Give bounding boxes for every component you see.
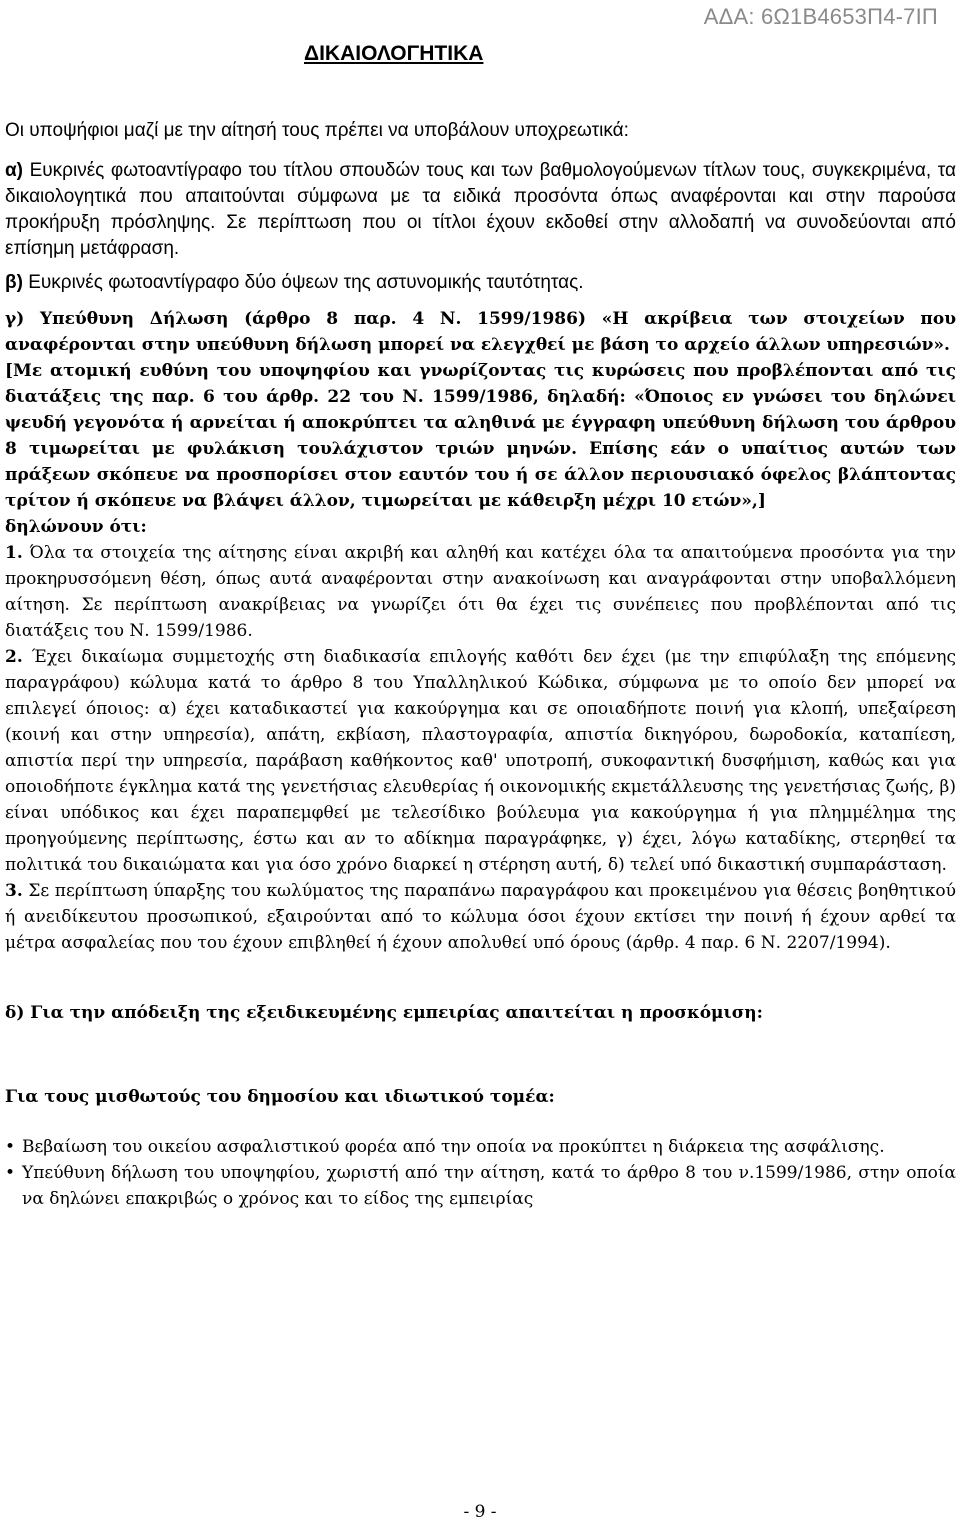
page-number: - 9 - [463,1502,497,1522]
numbered-item-2-label: 2. [5,647,23,667]
numbered-item-1 [5,540,956,644]
numbered-item-1-text: Όλα τα στοιχεία της αίτησης είναι ακριβή και αληθή και κατέχει όλα τα απαιτούμενα προσόντα για την προκηρυσσόμενη θέση, όπως αυτά αναφέρονται στην ανακοίνωση και αναγράφονται στην υποβαλλόμενη αίτηση. Σε περίπτωση ανακρίβειας να γνωρίζει ότι θα έχει τις συνέπειες που προβλέπονται από τις διατάξεις του Ν. 1599/1986. [5,543,956,641]
document-body [5,118,956,1212]
intro-paragraph: Οι υποψήφιοι μαζί με την αίτησή τους πρέπει να υποβάλουν υποχρεωτικά: [5,120,629,141]
bullet-icon: • [5,1163,16,1183]
page-title: ΔΙΚΑΙΟΛΟΓΗΤΙΚΑ [304,42,484,65]
list-item [5,1160,956,1212]
numbered-item-2-text: Έχει δικαίωμα συμμετοχής στη διαδικασία επιλογής καθότι δεν έχει (με την επιφύλαξη της επόμενης παραγράφου) κώλυμα κατά το άρθρο 8 του Υπαλληλικού Κώδικα, σύμφωνα με το οποίο δεν μπορεί να επιλεγεί όποιος: α) έχει καταδικαστεί για κακούργημα και σε οποιαδήποτε ποινή για κλοπή, υπεξαίρεση (κοινή και στην υπηρεσία), απάτη, εκβίαση, πλαστογραφία, απιστία δικηγόρου, δωροδοκία, καταπίεση, απιστία περί την υπηρεσία, παράβαση καθήκοντος καθ' υποτροπή, συκοφαντική δυσφήμιση, καθώς και για οποιοδήποτε έγκλημα κατά της γενετήσιας ελευθερίας ή οικονομικής εκμετάλλευσης της γενετήσιας ζωής, β) είναι υπόδικος και έχει παραπεμφθεί με τελεσίδικο βούλευμα για κακούργημα ή για πλημμέλημα της προηγούμενης περίπτωσης, έστω και αν το αδίκημα παραγράφηκε, γ) έχει, λόγω καταδίκης, στερηθεί τα πολιτικά του δικαιώματα και για όσο χρόνο διαρκεί η στέρηση αυτή, δ) τελεί υπό δικαστική συμπαράσταση. [5,647,956,875]
numbered-item-1-label: 1. [5,543,23,563]
item-b-text: Ευκρινές φωτοαντίγραφο δύο όψεων της αστυνομικής ταυτότητας. [22,272,584,293]
ada-code: ΑΔΑ: 6Ω1Β4653Π4-7ΙΠ [703,4,938,29]
item-c: γ) Υπεύθυνη Δήλωση (άρθρο 8 παρ. 4 Ν. 1599/1986) «Η ακρίβεια των στοιχείων που αναφέρονται στην υπεύθυνη δήλωση μπορεί να ελεγχθεί με βάση το αρχείο άλλων υπηρεσιών». [5,309,956,355]
list-item-text: Υπεύθυνη δήλωση του υποψηφίου, χωριστή από την αίτηση, κατά το άρθρο 8 του ν.1599/1986, στην οποία να δηλώνει επακριβώς ο χρόνος και το είδος της εμπειρίας [22,1163,956,1209]
numbered-item-3 [5,878,956,956]
item-d: δ) Για την απόδειξη της εξειδικευμένης εμπειρίας απαιτείται η προσκόμιση: [5,1003,763,1023]
numbered-item-3-text: Σε περίπτωση ύπαρξης του κωλύματος της παραπάνω παραγράφου και προκειμένου για θέσεις βοηθητικού ή ανειδίκευτου προσωπικού, εξαιρούνται από το κώλυμα όσοι έχουν εκτίσει την ποινή ή έχουν αρθεί τα μέτρα ασφαλείας που του έχουν επιβληθεί ή έχουν απολυθεί υπό όρους (άρθρ. 4 παρ. 6 Ν. 2207/1994). [5,881,956,953]
numbered-item-3-label: 3. [5,881,23,901]
item-a-text: Ευκρινές φωτοαντίγραφο του τίτλου σπουδών τους και των βαθμολογούμενων τίτλων τους, συγκεκριμένα, τα δικαιολογητικά που απαιτούνται σύμφωνα με τα ειδικά προσόντα όπως αναφέρονται και στην παρούσα προκήρυξη πρόσληψης. Σε περίπτωση που οι τίτλοι έχουν εκδοθεί στην αλλοδαπή να συνοδεύονται από επίσημη μετάφραση. [5,160,956,259]
evidence-list [5,1134,956,1212]
list-item [5,1134,956,1160]
bullet-icon: • [5,1137,16,1157]
item-b-label: β) [5,272,23,293]
item-a [5,158,956,262]
numbered-item-2 [5,644,956,878]
list-item-text: Βεβαίωση του οικείου ασφαλιστικού φορέα από την οποία να προκύπτει η διάρκεια της ασφάλισης. [22,1137,885,1157]
declare-heading: δηλώνουν ότι: [5,517,147,537]
item-c-bracket: [Με ατομική ευθύνη του υποψηφίου και γνωρίζοντας τις κυρώσεις που προβλέπονται από τις διατάξεις της παρ. 6 του άρθρ. 22 του Ν. 1599/1986, δηλαδή: «Όποιος εν γνώσει του δηλώνει ψευδή γεγονότα ή αρνείται ή αποκρύπτει τα αληθινά με έγγραφη υπεύθυνη δήλωση του άρθρου 8 τιμωρείται με φυλάκιση τουλάχιστον τριών μηνών. Επίσης εάν ο υπαίτιος αυτών των πράξεων σκόπευε να προσπορίσει στον εαυτόν του ή σε άλλον περιουσιακό όφελος βλάπτοντας τρίτον ή σκόπευε να βλάψει άλλον, τιμωρείται με κάθειρξη μέχρι 10 ετών»,] [5,361,956,511]
item-a-label: α) [5,160,24,181]
salaried-heading: Για τους μισθωτούς του δημοσίου και ιδιωτικού τομέα: [5,1087,555,1107]
item-b [5,270,956,296]
